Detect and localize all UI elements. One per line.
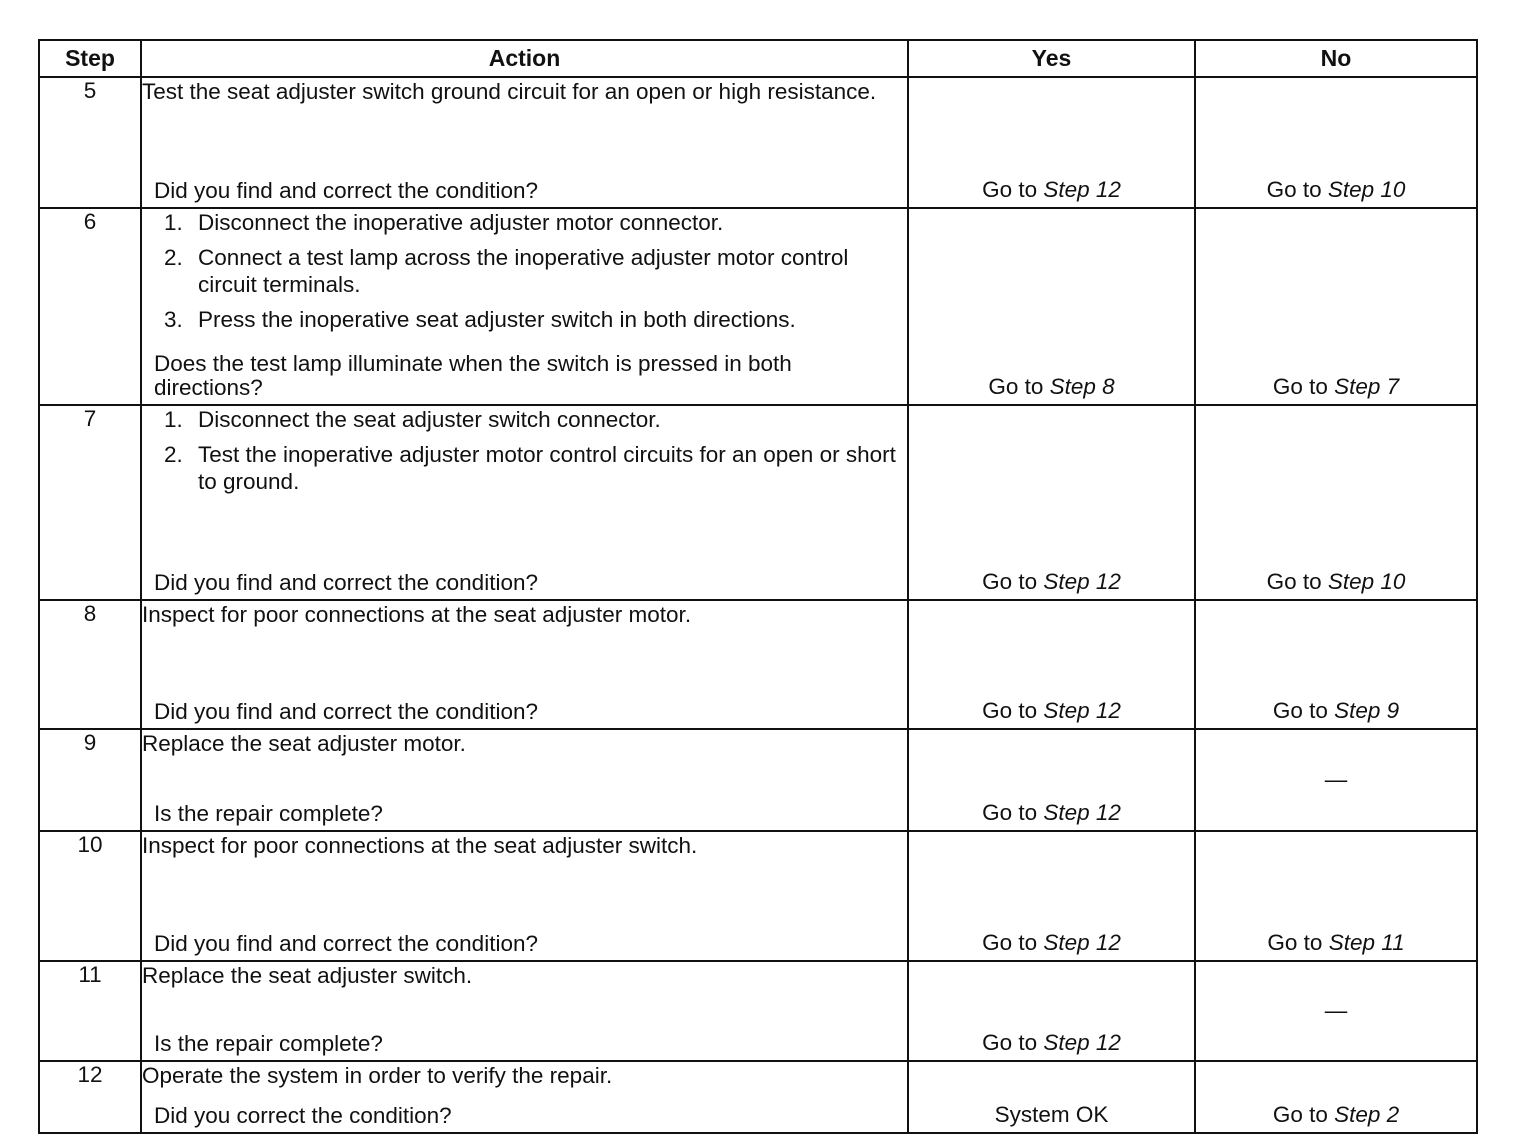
action-cell xyxy=(141,208,908,405)
yes-result: Go to Step 12 xyxy=(982,930,1121,955)
step-number: 5 xyxy=(39,77,141,208)
no-cell xyxy=(1195,831,1477,961)
step-number: 9 xyxy=(39,729,141,831)
action-text: Replace the seat adjuster motor. xyxy=(142,731,466,756)
action-cell xyxy=(141,1061,908,1133)
no-result: Go to Step 10 xyxy=(1266,569,1406,594)
action-cell xyxy=(141,77,908,208)
yes-result: Go to Step 12 xyxy=(982,1030,1121,1055)
action-cell xyxy=(141,729,908,831)
no-result: Go to Step 2 xyxy=(1272,1102,1400,1127)
yes-cell xyxy=(908,208,1195,405)
step-number: 10 xyxy=(39,831,141,961)
action-cell xyxy=(141,831,908,961)
yes-result: Go to Step 12 xyxy=(982,698,1121,723)
no-cell xyxy=(1195,961,1477,1061)
action-cell xyxy=(141,405,908,600)
action-text: Inspect for poor connections at the seat adjuster motor. xyxy=(142,602,692,627)
yes-cell xyxy=(908,1061,1195,1133)
no-result: Go to Step 7 xyxy=(1272,374,1400,399)
yes-result: Go to Step 8 xyxy=(988,374,1115,399)
step-number: 7 xyxy=(39,405,141,600)
no-cell xyxy=(1195,208,1477,405)
step-number: 6 xyxy=(39,208,141,405)
no-cell xyxy=(1195,600,1477,729)
step-row-7 xyxy=(39,405,1477,600)
step-row-8 xyxy=(39,600,1477,729)
header-no: No xyxy=(1195,40,1477,77)
action-text: Operate the system in order to verify the repair. xyxy=(142,1063,613,1088)
action-text: Inspect for poor connections at the seat adjuster switch. xyxy=(142,833,698,858)
header-row xyxy=(39,40,1477,77)
action-list-item: 2. Test the inoperative adjuster motor control circuits for an open or short to ground. xyxy=(164,442,896,494)
action-question: Did you find and correct the condition? xyxy=(154,699,538,724)
action-question: Is the repair complete? xyxy=(154,1031,383,1056)
action-question: Is the repair complete? xyxy=(154,801,383,826)
step-number: 11 xyxy=(39,961,141,1061)
action-list-item: 2. Connect a test lamp across the inoperative adjuster motor control circuit terminals. xyxy=(164,245,849,297)
yes-result: System OK xyxy=(994,1102,1109,1127)
yes-cell xyxy=(908,961,1195,1061)
action-text: Test the seat adjuster switch ground circuit for an open or high resistance. xyxy=(142,79,877,104)
no-result: Go to Step 10 xyxy=(1266,177,1406,202)
header-step: Step xyxy=(39,40,141,77)
action-list xyxy=(142,406,907,495)
yes-cell xyxy=(908,405,1195,600)
no-cell xyxy=(1195,729,1477,831)
yes-cell xyxy=(908,600,1195,729)
no-cell xyxy=(1195,405,1477,600)
step-number: 12 xyxy=(39,1061,141,1133)
step-row-11 xyxy=(39,961,1477,1061)
action-text: Replace the seat adjuster switch. xyxy=(142,963,473,988)
yes-result: Go to Step 12 xyxy=(982,177,1121,202)
header-yes: Yes xyxy=(908,40,1195,77)
action-list-item: 1. Disconnect the seat adjuster switch connector. xyxy=(164,407,661,432)
action-question: Does the test lamp illuminate when the switch is pressed in both directions? xyxy=(154,351,792,400)
yes-cell xyxy=(908,77,1195,208)
action-question: Did you find and correct the condition? xyxy=(154,931,538,956)
yes-result: Go to Step 12 xyxy=(982,800,1121,825)
no-result: Go to Step 11 xyxy=(1267,930,1405,955)
yes-cell xyxy=(908,729,1195,831)
action-cell xyxy=(141,961,908,1061)
action-question: Did you correct the condition? xyxy=(154,1103,452,1128)
no-result: — xyxy=(1324,998,1348,1023)
header-action: Action xyxy=(141,40,908,77)
step-row-12 xyxy=(39,1061,1477,1133)
action-list-item: 1. Disconnect the inoperative adjuster motor connector. xyxy=(164,210,724,235)
action-list-item: 3. Press the inoperative seat adjuster switch in both directions. xyxy=(164,307,796,332)
step-row-9 xyxy=(39,729,1477,831)
action-cell xyxy=(141,600,908,729)
no-cell xyxy=(1195,1061,1477,1133)
action-question: Did you find and correct the condition? xyxy=(154,178,538,203)
no-result: Go to Step 9 xyxy=(1272,698,1400,723)
action-list xyxy=(142,209,907,333)
yes-cell xyxy=(908,831,1195,961)
step-row-6 xyxy=(39,208,1477,405)
step-number: 8 xyxy=(39,600,141,729)
step-row-5 xyxy=(39,77,1477,208)
no-cell xyxy=(1195,77,1477,208)
step-row-10 xyxy=(39,831,1477,961)
diagnostic-table xyxy=(38,39,1478,1134)
no-result: — xyxy=(1324,767,1348,792)
yes-result: Go to Step 12 xyxy=(982,569,1121,594)
action-question: Did you find and correct the condition? xyxy=(154,570,538,595)
